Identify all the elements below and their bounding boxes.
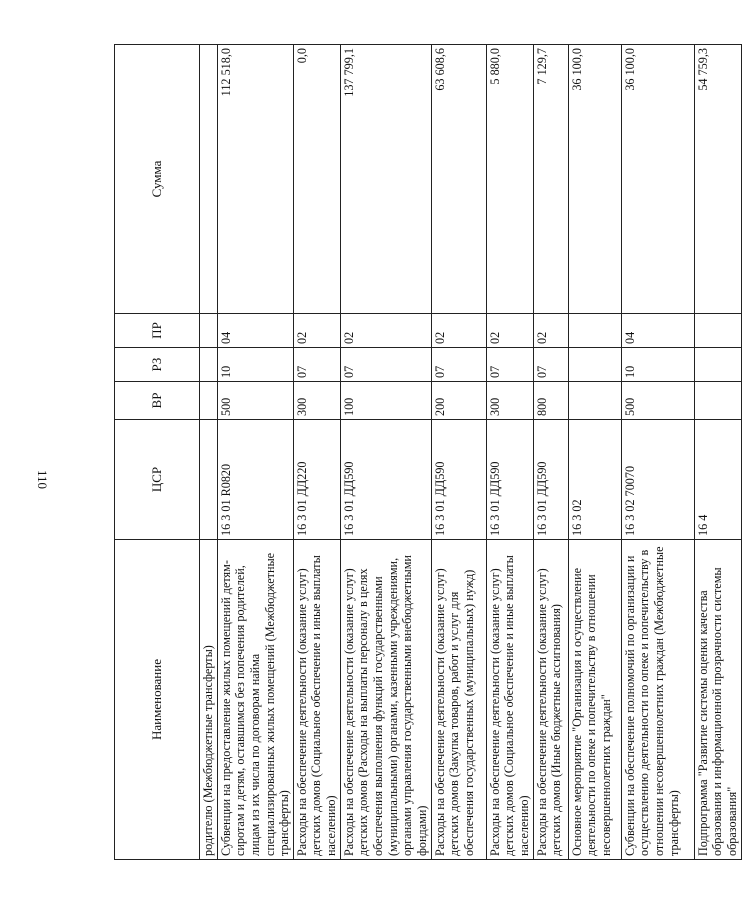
table-row <box>293 45 340 860</box>
cell-vr: 800 <box>533 382 568 420</box>
cell-pr: 02 <box>340 314 431 348</box>
cell-sum: 0,0 <box>293 45 340 314</box>
header-rz: РЗ <box>115 348 200 382</box>
cell-rz <box>694 348 741 382</box>
cell-name: Субвенции на обеспечение полномочий по организации и осуществлению деятельности по опеке и попечительству в отношении несовершеннолетних граждан (Межбюджетные трансферты) <box>621 540 694 860</box>
table-row <box>694 45 741 860</box>
cell-vr: 500 <box>621 382 694 420</box>
cell-sum: 7 129,7 <box>533 45 568 314</box>
header-vr: ВР <box>115 382 200 420</box>
cell-vr: 200 <box>431 382 486 420</box>
header-csr: ЦСР <box>115 420 200 540</box>
cell-rz: 07 <box>533 348 568 382</box>
cell-pr: 04 <box>621 314 694 348</box>
cell-rz: 10 <box>217 348 293 382</box>
cell-rz <box>568 348 621 382</box>
cell-rz: 07 <box>431 348 486 382</box>
cell-pr: 02 <box>486 314 533 348</box>
rotated-table-wrapper <box>114 45 739 860</box>
cell-name: Субвенции на предоставление жилых помещений детям-сиротам и детям, оставшимся без попечения родителей, лицам из их числа по договорам найма специализированных жилых помещений (Межбюджетные трансферты) <box>217 540 293 860</box>
header-name: Наименование <box>115 540 200 860</box>
cell-pr <box>200 314 218 348</box>
cell-sum: 5 880,0 <box>486 45 533 314</box>
cell-name: Расходы на обеспечение деятельности (оказание услуг) детских домов (Расходы на выплаты персоналу в целях обеспечения выполнения функций государственными (муниципальными) органами, казенными учреждениями, органами управления государственными внебюджетными фондами) <box>340 540 431 860</box>
cell-vr: 300 <box>293 382 340 420</box>
cell-pr: 04 <box>217 314 293 348</box>
cell-name: Подпрограмма "Развитие системы оценки качества образования и информационной прозрачности системы образования" <box>694 540 741 860</box>
header-pr: ПР <box>115 314 200 348</box>
cell-rz: 07 <box>486 348 533 382</box>
cell-rz: 07 <box>340 348 431 382</box>
cell-csr: 16 3 02 <box>568 420 621 540</box>
budget-table <box>114 44 742 860</box>
table-row <box>533 45 568 860</box>
table-row <box>621 45 694 860</box>
cell-csr: 16 3 01 ДД590 <box>486 420 533 540</box>
cell-csr: 16 3 01 ДД590 <box>340 420 431 540</box>
table-row <box>431 45 486 860</box>
cell-vr <box>694 382 741 420</box>
cell-name: Расходы на обеспечение деятельности (оказание услуг) детских домов (Закупка товаров, работ и услуг для обеспечения государственных (муниципальных) нужд) <box>431 540 486 860</box>
cell-rz <box>200 348 218 382</box>
cell-vr: 500 <box>217 382 293 420</box>
cell-sum <box>200 45 218 314</box>
cell-sum: 54 759,3 <box>694 45 741 314</box>
cell-pr: 02 <box>431 314 486 348</box>
cell-csr: 16 3 02 70070 <box>621 420 694 540</box>
cell-pr: 02 <box>293 314 340 348</box>
cell-name: Расходы на обеспечение деятельности (оказание услуг) детских домов (Социальное обеспечение и иные выплаты населению) <box>293 540 340 860</box>
cell-rz: 07 <box>293 348 340 382</box>
cell-sum: 36 100,0 <box>568 45 621 314</box>
page-number: 110 <box>35 470 50 490</box>
cell-sum: 137 799,1 <box>340 45 431 314</box>
cell-sum: 63 608,6 <box>431 45 486 314</box>
cell-sum: 112 518,0 <box>217 45 293 314</box>
table-row <box>340 45 431 860</box>
header-sum: Сумма <box>115 45 200 314</box>
table-row <box>568 45 621 860</box>
cell-sum: 36 100,0 <box>621 45 694 314</box>
cell-csr: 16 3 01 R0820 <box>217 420 293 540</box>
cell-name: Основное мероприятие "Организация и осуществление деятельности по опеке и попечительству в отношении несовершеннолетних граждан" <box>568 540 621 860</box>
cell-pr <box>568 314 621 348</box>
table-row <box>486 45 533 860</box>
cell-csr <box>200 420 218 540</box>
cell-rz: 10 <box>621 348 694 382</box>
cell-pr <box>694 314 741 348</box>
cell-csr: 16 3 01 ДД590 <box>533 420 568 540</box>
cell-name: Расходы на обеспечение деятельности (оказание услуг) детских домов (Иные бюджетные ассигнования) <box>533 540 568 860</box>
cell-vr: 100 <box>340 382 431 420</box>
cell-csr: 16 3 01 ДД590 <box>431 420 486 540</box>
table-row <box>217 45 293 860</box>
cell-csr: 16 4 <box>694 420 741 540</box>
cell-pr: 02 <box>533 314 568 348</box>
cell-vr <box>568 382 621 420</box>
cell-name: родителю (Межбюджетные трансферты) <box>200 540 218 860</box>
header-row <box>115 45 200 860</box>
cell-name: Расходы на обеспечение деятельности (оказание услуг) детских домов (Социальное обеспечение и иные выплаты населению) <box>486 540 533 860</box>
cell-vr: 300 <box>486 382 533 420</box>
cell-csr: 16 3 01 ДД220 <box>293 420 340 540</box>
table-row <box>200 45 218 860</box>
cell-vr <box>200 382 218 420</box>
